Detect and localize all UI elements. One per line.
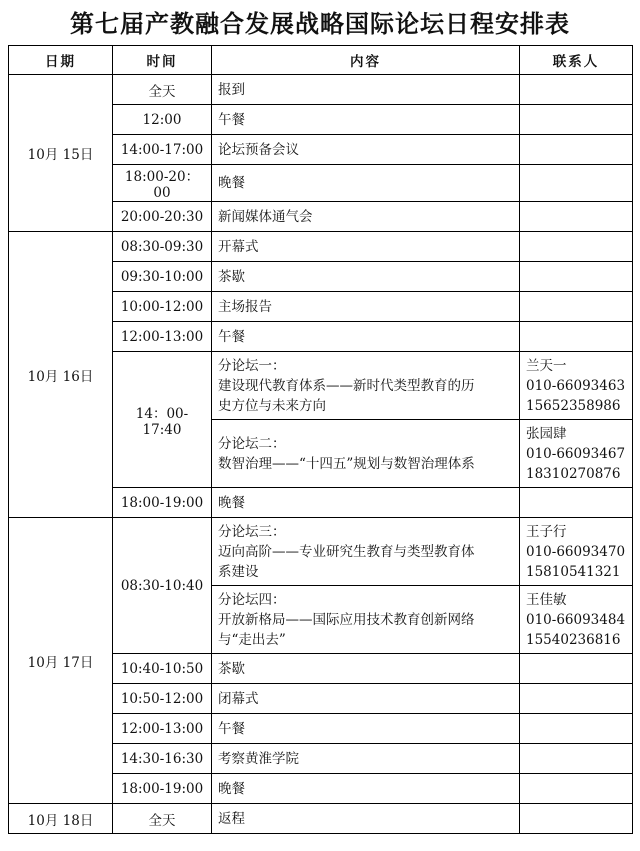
content-line: 与“走出去” [218,631,286,648]
contact-line: 010-66093467 [526,445,626,462]
time-cell: 08:30-10:40 [113,518,212,654]
content-line: 开幕式 [218,238,259,255]
contact-cell [520,488,633,518]
contact-cell [520,744,633,774]
content-cell [212,488,520,518]
contact-line: 15810541321 [526,563,621,580]
contact-line: 王佳敏 [526,591,567,608]
content-line: 分论坛一： [218,357,286,374]
contact-cell [520,105,633,135]
content-line: 史方位与未来方向 [218,397,326,414]
content-line: 系建设 [218,563,259,580]
content-line: 报到 [218,81,245,98]
content-cell [212,714,520,744]
contact-cell [520,165,633,202]
content-line: 茶歇 [218,268,245,285]
contact-cell [520,586,633,654]
header-content: 内容 [212,46,520,75]
content-line: 午餐 [218,720,245,737]
contact-cell [520,654,633,684]
contact-cell [520,518,633,586]
time-cell: 14：00-17:40 [113,352,212,488]
contact-cell [520,135,633,165]
header-contact: 联系人 [520,46,633,75]
contact-line: 兰天一 [526,357,567,374]
time-cell: 10:50-12:00 [113,684,212,714]
header-row [9,46,633,75]
time-cell: 18:00-19:00 [113,488,212,518]
content-line: 建设现代教育体系——新时代类型教育的历 [218,377,475,394]
content-line: 分论坛四： [218,591,286,608]
time-cell: 12:00 [113,105,212,135]
date-cell: 10月 17日 [9,518,113,804]
content-line: 开放新格局——国际应用技术教育创新网络 [218,611,475,628]
time-cell: 20:00-20:30 [113,202,212,232]
date-cell: 10月 18日 [9,804,113,834]
content-cell [212,105,520,135]
contact-cell [520,292,633,322]
contact-line: 15652358986 [526,397,621,414]
contact-line: 010-66093470 [526,543,626,560]
contact-cell [520,804,633,834]
content-cell [212,774,520,804]
contact-cell [520,774,633,804]
content-cell [212,586,520,654]
contact-line: 010-66093484 [526,611,626,628]
content-line: 闭幕式 [218,690,259,707]
content-cell [212,75,520,105]
content-line: 考察黄淮学院 [218,750,299,767]
content-cell [212,420,520,488]
contact-cell [520,684,633,714]
time-cell: 18:00-20：00 [113,165,212,202]
content-cell [212,135,520,165]
table-row [9,75,633,105]
contact-cell [520,232,633,262]
header-date: 日期 [9,46,113,75]
content-line: 午餐 [218,328,245,345]
content-line: 分论坛二： [218,435,286,452]
content-line: 茶歇 [218,660,245,677]
contact-cell [520,714,633,744]
content-cell [212,744,520,774]
content-line: 新闻媒体通气会 [218,208,313,225]
content-cell [212,292,520,322]
content-cell [212,804,520,834]
content-line: 返程 [218,810,245,827]
content-cell [212,518,520,586]
contact-line: 王子行 [526,523,567,540]
content-line: 主场报告 [218,298,272,315]
time-cell: 12:00-13:00 [113,322,212,352]
content-cell [212,262,520,292]
content-line: 午餐 [218,111,245,128]
date-cell: 10月 16日 [9,232,113,518]
time-cell: 08:30-09:30 [113,232,212,262]
time-cell: 12:00-13:00 [113,714,212,744]
contact-cell [520,352,633,420]
contact-cell [520,75,633,105]
contact-cell [520,202,633,232]
time-cell: 10:40-10:50 [113,654,212,684]
time-cell: 18:00-19:00 [113,774,212,804]
content-cell [212,684,520,714]
page-title: 第七届产教融合发展战略国际论坛日程安排表 [70,9,570,38]
time-cell: 全天 [113,804,212,834]
table-row [9,518,633,586]
content-line: 分论坛三： [218,523,286,540]
time-cell: 14:30-16:30 [113,744,212,774]
content-line: 数智治理——“十四五”规划与数智治理体系 [218,455,475,472]
content-cell [212,322,520,352]
schedule-table [8,45,633,834]
time-cell: 09:30-10:00 [113,262,212,292]
schedule-body [9,75,633,834]
contact-cell [520,322,633,352]
content-line: 论坛预备会议 [218,141,299,158]
content-cell [212,165,520,202]
contact-line: 张园肆 [526,425,567,442]
content-cell [212,202,520,232]
content-line: 晚餐 [218,175,245,191]
content-cell [212,352,520,420]
content-cell [212,654,520,684]
time-cell: 10:00-12:00 [113,292,212,322]
contact-cell [520,420,633,488]
content-line: 晚餐 [218,780,245,797]
content-line: 迈向高阶——专业研究生教育与类型教育体 [218,543,475,560]
content-cell [212,232,520,262]
header-time: 时间 [113,46,212,75]
time-cell: 14:00-17:00 [113,135,212,165]
table-row [9,804,633,834]
date-cell: 10月 15日 [9,75,113,232]
contact-line: 010-66093463 [526,377,626,394]
table-row [9,232,633,262]
contact-line: 18310270876 [526,465,621,482]
contact-line: 15540236816 [526,631,621,648]
content-line: 晚餐 [218,494,245,511]
time-cell: 全天 [113,75,212,105]
contact-cell [520,262,633,292]
